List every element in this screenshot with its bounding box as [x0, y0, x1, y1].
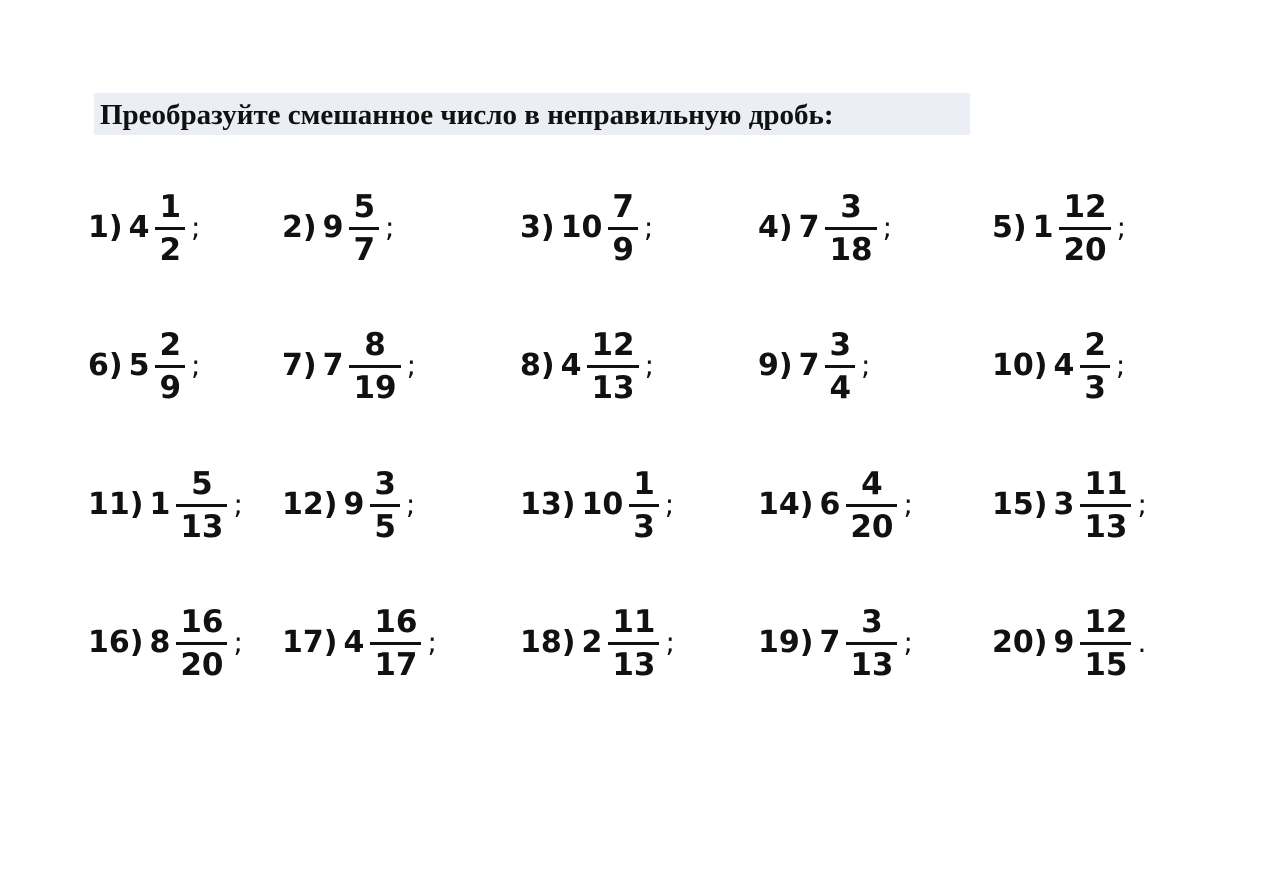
whole-part: 7 [322, 348, 344, 383]
whole-part: 6 [819, 487, 841, 522]
fraction [587, 327, 638, 406]
exercise-item [758, 316, 870, 416]
fraction-bar [370, 642, 421, 645]
punctuation: ; [406, 349, 417, 382]
exercise-number: 19) [758, 625, 814, 660]
denominator: 9 [159, 369, 182, 406]
whole-part: 4 [343, 625, 365, 660]
numerator: 12 [591, 326, 635, 363]
denominator: 9 [612, 231, 634, 268]
denominator: 18 [829, 231, 873, 268]
exercise-item [282, 316, 416, 416]
fraction [825, 189, 876, 268]
fraction [846, 604, 897, 683]
numerator: 8 [364, 326, 386, 363]
punctuation: ; [882, 211, 893, 244]
page-title: Преобразуйте смешанное число в неправильную дробь: [100, 99, 834, 131]
exercise-item [88, 178, 200, 278]
denominator: 13 [1084, 508, 1128, 545]
numerator: 16 [374, 603, 418, 640]
fraction [176, 604, 227, 683]
punctuation: ; [643, 211, 654, 244]
exercise-item [88, 455, 243, 555]
exercise-item [520, 316, 654, 416]
exercise-item [88, 593, 243, 693]
fraction-bar [846, 504, 897, 507]
denominator: 5 [374, 508, 396, 545]
whole-part: 8 [149, 625, 171, 660]
fraction-bar [629, 504, 659, 507]
exercise-number: 17) [282, 625, 338, 660]
whole-part: 3 [1053, 487, 1075, 522]
fraction [629, 466, 659, 545]
punctuation: ; [1116, 211, 1127, 244]
whole-part: 7 [798, 210, 820, 245]
fraction [1080, 327, 1110, 406]
numerator: 5 [353, 188, 376, 225]
whole-part: 5 [128, 348, 150, 383]
punctuation: ; [233, 626, 243, 659]
whole-part: 7 [798, 348, 820, 383]
whole-part: 9 [1053, 625, 1075, 660]
fraction [825, 327, 855, 406]
numerator: 16 [180, 603, 224, 640]
fraction [349, 327, 400, 406]
punctuation: ; [191, 349, 201, 382]
exercise-item [992, 455, 1147, 555]
numerator: 3 [829, 326, 852, 363]
denominator: 4 [829, 369, 852, 406]
exercise-item [758, 178, 892, 278]
numerator: 7 [612, 188, 634, 225]
punctuation: ; [385, 211, 395, 244]
fraction-bar [608, 642, 659, 645]
whole-part: 7 [819, 625, 841, 660]
denominator: 3 [633, 508, 655, 545]
exercise-item [88, 316, 200, 416]
fraction [1080, 604, 1131, 683]
exercise-number: 2) [282, 210, 317, 245]
denominator: 20 [850, 508, 894, 545]
whole-part: 9 [322, 210, 344, 245]
fraction [1080, 466, 1131, 545]
fraction [155, 327, 185, 406]
numerator: 1 [159, 188, 182, 225]
fraction-bar [1059, 227, 1110, 230]
exercise-number: 1) [88, 210, 123, 245]
fraction [349, 189, 379, 268]
exercise-item [992, 316, 1125, 416]
fraction [155, 189, 185, 268]
punctuation: ; [665, 626, 675, 659]
fraction [176, 466, 227, 545]
fraction [370, 604, 421, 683]
punctuation: ; [644, 349, 655, 382]
numerator: 1 [633, 465, 655, 502]
numerator: 5 [191, 465, 213, 502]
denominator: 13 [180, 508, 224, 545]
fraction [608, 189, 638, 268]
exercise-number: 8) [520, 348, 555, 383]
exercise-number: 7) [282, 348, 317, 383]
punctuation: ; [233, 488, 243, 521]
numerator: 11 [1084, 465, 1128, 502]
punctuation: ; [1115, 349, 1126, 382]
exercise-number: 12) [282, 487, 338, 522]
exercise-number: 10) [992, 348, 1048, 383]
exercise-number: 11) [88, 487, 144, 522]
numerator: 12 [1063, 188, 1107, 225]
exercise-item [758, 593, 913, 693]
exercise-item [758, 455, 913, 555]
exercise-number: 6) [88, 348, 123, 383]
punctuation: ; [664, 488, 675, 521]
denominator: 7 [353, 231, 376, 268]
denominator: 17 [374, 646, 418, 683]
whole-part: 4 [128, 210, 150, 245]
punctuation: ; [903, 626, 913, 659]
punctuation: ; [405, 488, 416, 521]
fraction [846, 466, 897, 545]
fraction [1059, 189, 1110, 268]
exercise-number: 14) [758, 487, 814, 522]
fraction-bar [608, 227, 638, 230]
numerator: 4 [861, 465, 883, 502]
fraction-bar [176, 642, 227, 645]
exercise-number: 9) [758, 348, 793, 383]
fraction-bar [1080, 642, 1131, 645]
numerator: 3 [374, 465, 396, 502]
exercise-item [282, 593, 437, 693]
numerator: 3 [861, 603, 883, 640]
exercise-number: 20) [992, 625, 1048, 660]
fraction-bar [349, 227, 379, 230]
punctuation: ; [861, 349, 871, 382]
fraction [370, 466, 400, 545]
punctuation: ; [1137, 488, 1147, 521]
exercise-number: 3) [520, 210, 555, 245]
fraction-bar [1080, 365, 1110, 368]
whole-part: 1 [1032, 210, 1054, 245]
denominator: 3 [1084, 369, 1106, 406]
fraction-bar [155, 365, 185, 368]
whole-part: 10 [581, 487, 624, 522]
punctuation: ; [903, 488, 913, 521]
numerator: 3 [840, 188, 862, 225]
exercise-item [992, 593, 1146, 693]
fraction [608, 604, 659, 683]
fraction-bar [587, 365, 638, 368]
exercise-item [520, 455, 674, 555]
numerator: 11 [612, 603, 656, 640]
whole-part: 1 [149, 487, 171, 522]
fraction-bar [176, 504, 227, 507]
punctuation: ; [191, 211, 201, 244]
denominator: 13 [591, 369, 635, 406]
fraction-bar [846, 642, 897, 645]
denominator: 20 [1063, 231, 1107, 268]
fraction-bar [825, 227, 876, 230]
whole-part: 4 [1053, 348, 1075, 383]
fraction-bar [155, 227, 185, 230]
fraction-bar [349, 365, 400, 368]
exercise-item [992, 178, 1126, 278]
fraction-bar [370, 504, 400, 507]
exercise-item [520, 593, 675, 693]
whole-part: 2 [581, 625, 603, 660]
exercise-number: 16) [88, 625, 144, 660]
exercise-item [282, 455, 415, 555]
exercise-number: 18) [520, 625, 576, 660]
fraction-bar [825, 365, 855, 368]
punctuation: ; [427, 626, 437, 659]
fraction-bar [1080, 504, 1131, 507]
denominator: 13 [850, 646, 894, 683]
denominator: 20 [180, 646, 224, 683]
denominator: 15 [1084, 646, 1128, 683]
exercise-item [282, 178, 394, 278]
exercise-number: 13) [520, 487, 576, 522]
whole-part: 9 [343, 487, 365, 522]
denominator: 13 [612, 646, 656, 683]
numerator: 2 [159, 326, 182, 363]
numerator: 2 [1084, 326, 1106, 363]
numerator: 12 [1084, 603, 1128, 640]
denominator: 2 [159, 231, 182, 268]
punctuation: . [1137, 626, 1147, 659]
exercise-number: 15) [992, 487, 1048, 522]
whole-part: 10 [560, 210, 603, 245]
exercise-number: 5) [992, 210, 1027, 245]
exercise-number: 4) [758, 210, 793, 245]
exercise-item [520, 178, 653, 278]
whole-part: 4 [560, 348, 582, 383]
denominator: 19 [353, 369, 397, 406]
